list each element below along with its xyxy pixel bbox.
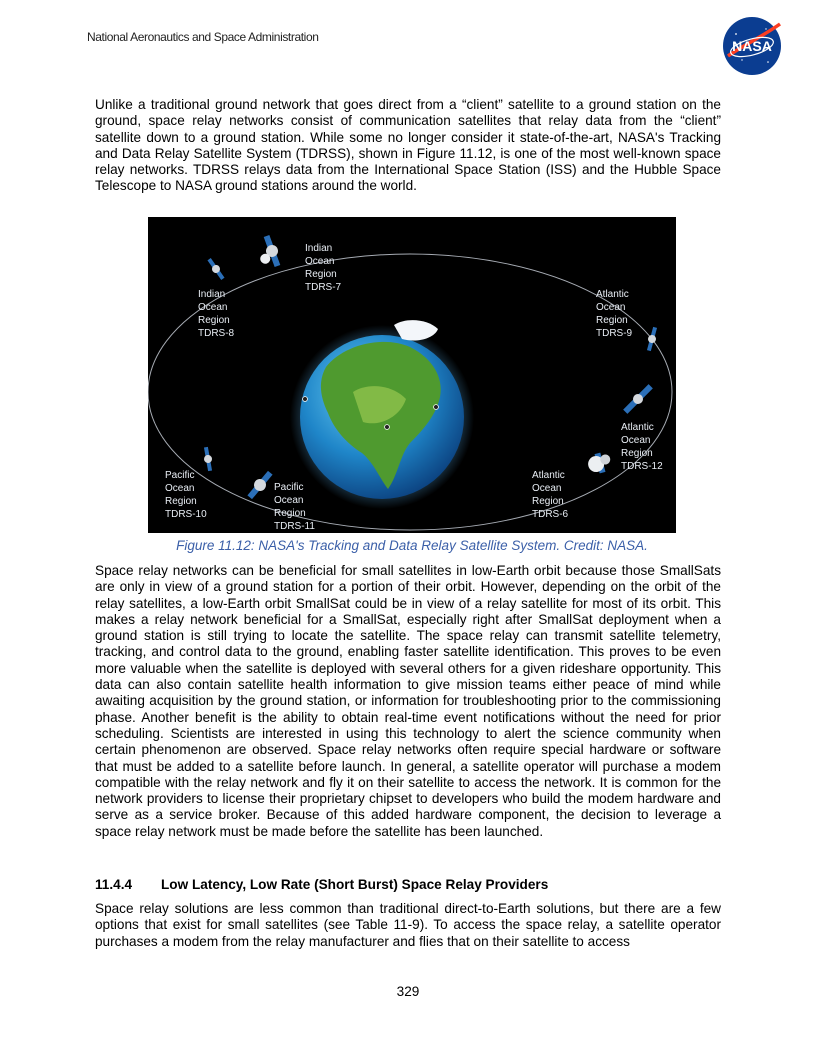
satellite-icon: [622, 383, 655, 416]
nasa-logo: [722, 16, 782, 76]
tdrss-figure: [148, 217, 676, 533]
body-paragraph: Space relay networks can be beneficial for small satellites in low-Earth orbit because those SmallSats are only in view of a ground station for a portion of their orbit. However, depending on the orbit of the relay satellites, a low-Earth orbit SmallSat could be in view of a relay satellite for most of its orbit. This makes a relay network beneficial for a SmallSat, especially right after SmallSat deployment when a ground station is still trying to locate the satellite. The space relay can transmit satellite telemetry, tracking, and control data to the ground, enabling faster satellite identification. This proves to be even more valuable when the satellite is deployed with several others for a given rideshare opportunity. This data can also contain satellite health information to give mission teams either peace of mind while awaiting acquisition by the ground station, or information for troubleshooting prior to the commissioning phase. Another benefit is the ability to obtain real-time event notifications without the need for prior scheduling. Scientists are interested in using this technology to alert the science community when certain phenomenon are observed. Space relay networks often require special hardware or software that must be added to a satellite before launch. In general, a satellite operator will purchase a modem compatible with the relay network and fly it on their satellite to access the network. It is common for the network providers to license their proprietary chipset to developers who build the modem hardware and serve as a service broker. Because of this added hardware component, the decision to leverage a space relay network must be made before the satellite has been launched.: [95, 563, 721, 839]
ground-station-dot: [385, 425, 390, 430]
header-organization: National Aeronautics and Space Administration: [87, 30, 319, 44]
satellite-label-tdrs-7: Indian Ocean Region TDRS-7: [305, 243, 342, 293]
satellite-label-tdrs-6: Atlantic Ocean Region TDRS-6: [532, 470, 569, 520]
satellite-icon: [245, 469, 275, 501]
section-title: Low Latency, Low Rate (Short Burst) Space Relay Providers: [161, 877, 549, 892]
nasa-logo-text: NASA: [732, 38, 772, 54]
section-heading: [95, 877, 548, 892]
satellite-label-tdrs-11: Pacific Ocean Region TDRS-11: [274, 482, 315, 532]
section-paragraph: Space relay solutions are less common than traditional direct-to-Earth solutions, but there are a few options that exist for small satellites (see Table 11-9). To access the space relay, a satellite operator purchases a modem from the relay manufacturer and flies that on their satellite to access: [95, 901, 721, 949]
section-number: 11.4.4: [95, 877, 133, 892]
figure-caption: Figure 11.12: NASA's Tracking and Data Relay Satellite System. Credit: NASA.: [176, 538, 648, 553]
satellite-label-tdrs-8: Indian Ocean Region TDRS-8: [198, 289, 235, 339]
satellite-icon: [645, 326, 659, 351]
satellite-icon: [253, 234, 283, 271]
satellite-label-tdrs-12: Atlantic Ocean Region TDRS-12: [621, 422, 663, 472]
tdrss-illustration: [148, 217, 676, 533]
intro-paragraph: Unlike a traditional ground network that goes direct from a “client” satellite to a ground station on the ground, space relay networks consist of communication satellites that relay data from the “client” satellite down to a ground station. While some no longer consider it state-of-the-art, NASA's Tracking and Data Relay Satellite System (TDRSS), shown in Figure 11.12, is one of the most well-known space relay networks. TDRSS relays data from the International Space Station (ISS) and the Hubble Space Telescope to NASA ground stations around the world.: [95, 97, 721, 194]
ground-station-dot: [434, 405, 439, 410]
satellite-label-tdrs-10: Pacific Ocean Region TDRS-10: [165, 470, 207, 520]
ground-station-dot: [303, 397, 308, 402]
page-number: 329: [396, 984, 420, 999]
satellite-icon: [202, 446, 214, 471]
satellite-label-tdrs-9: Atlantic Ocean Region TDRS-9: [596, 289, 633, 339]
satellite-icon: [586, 450, 613, 475]
satellite-icon: [206, 257, 226, 281]
